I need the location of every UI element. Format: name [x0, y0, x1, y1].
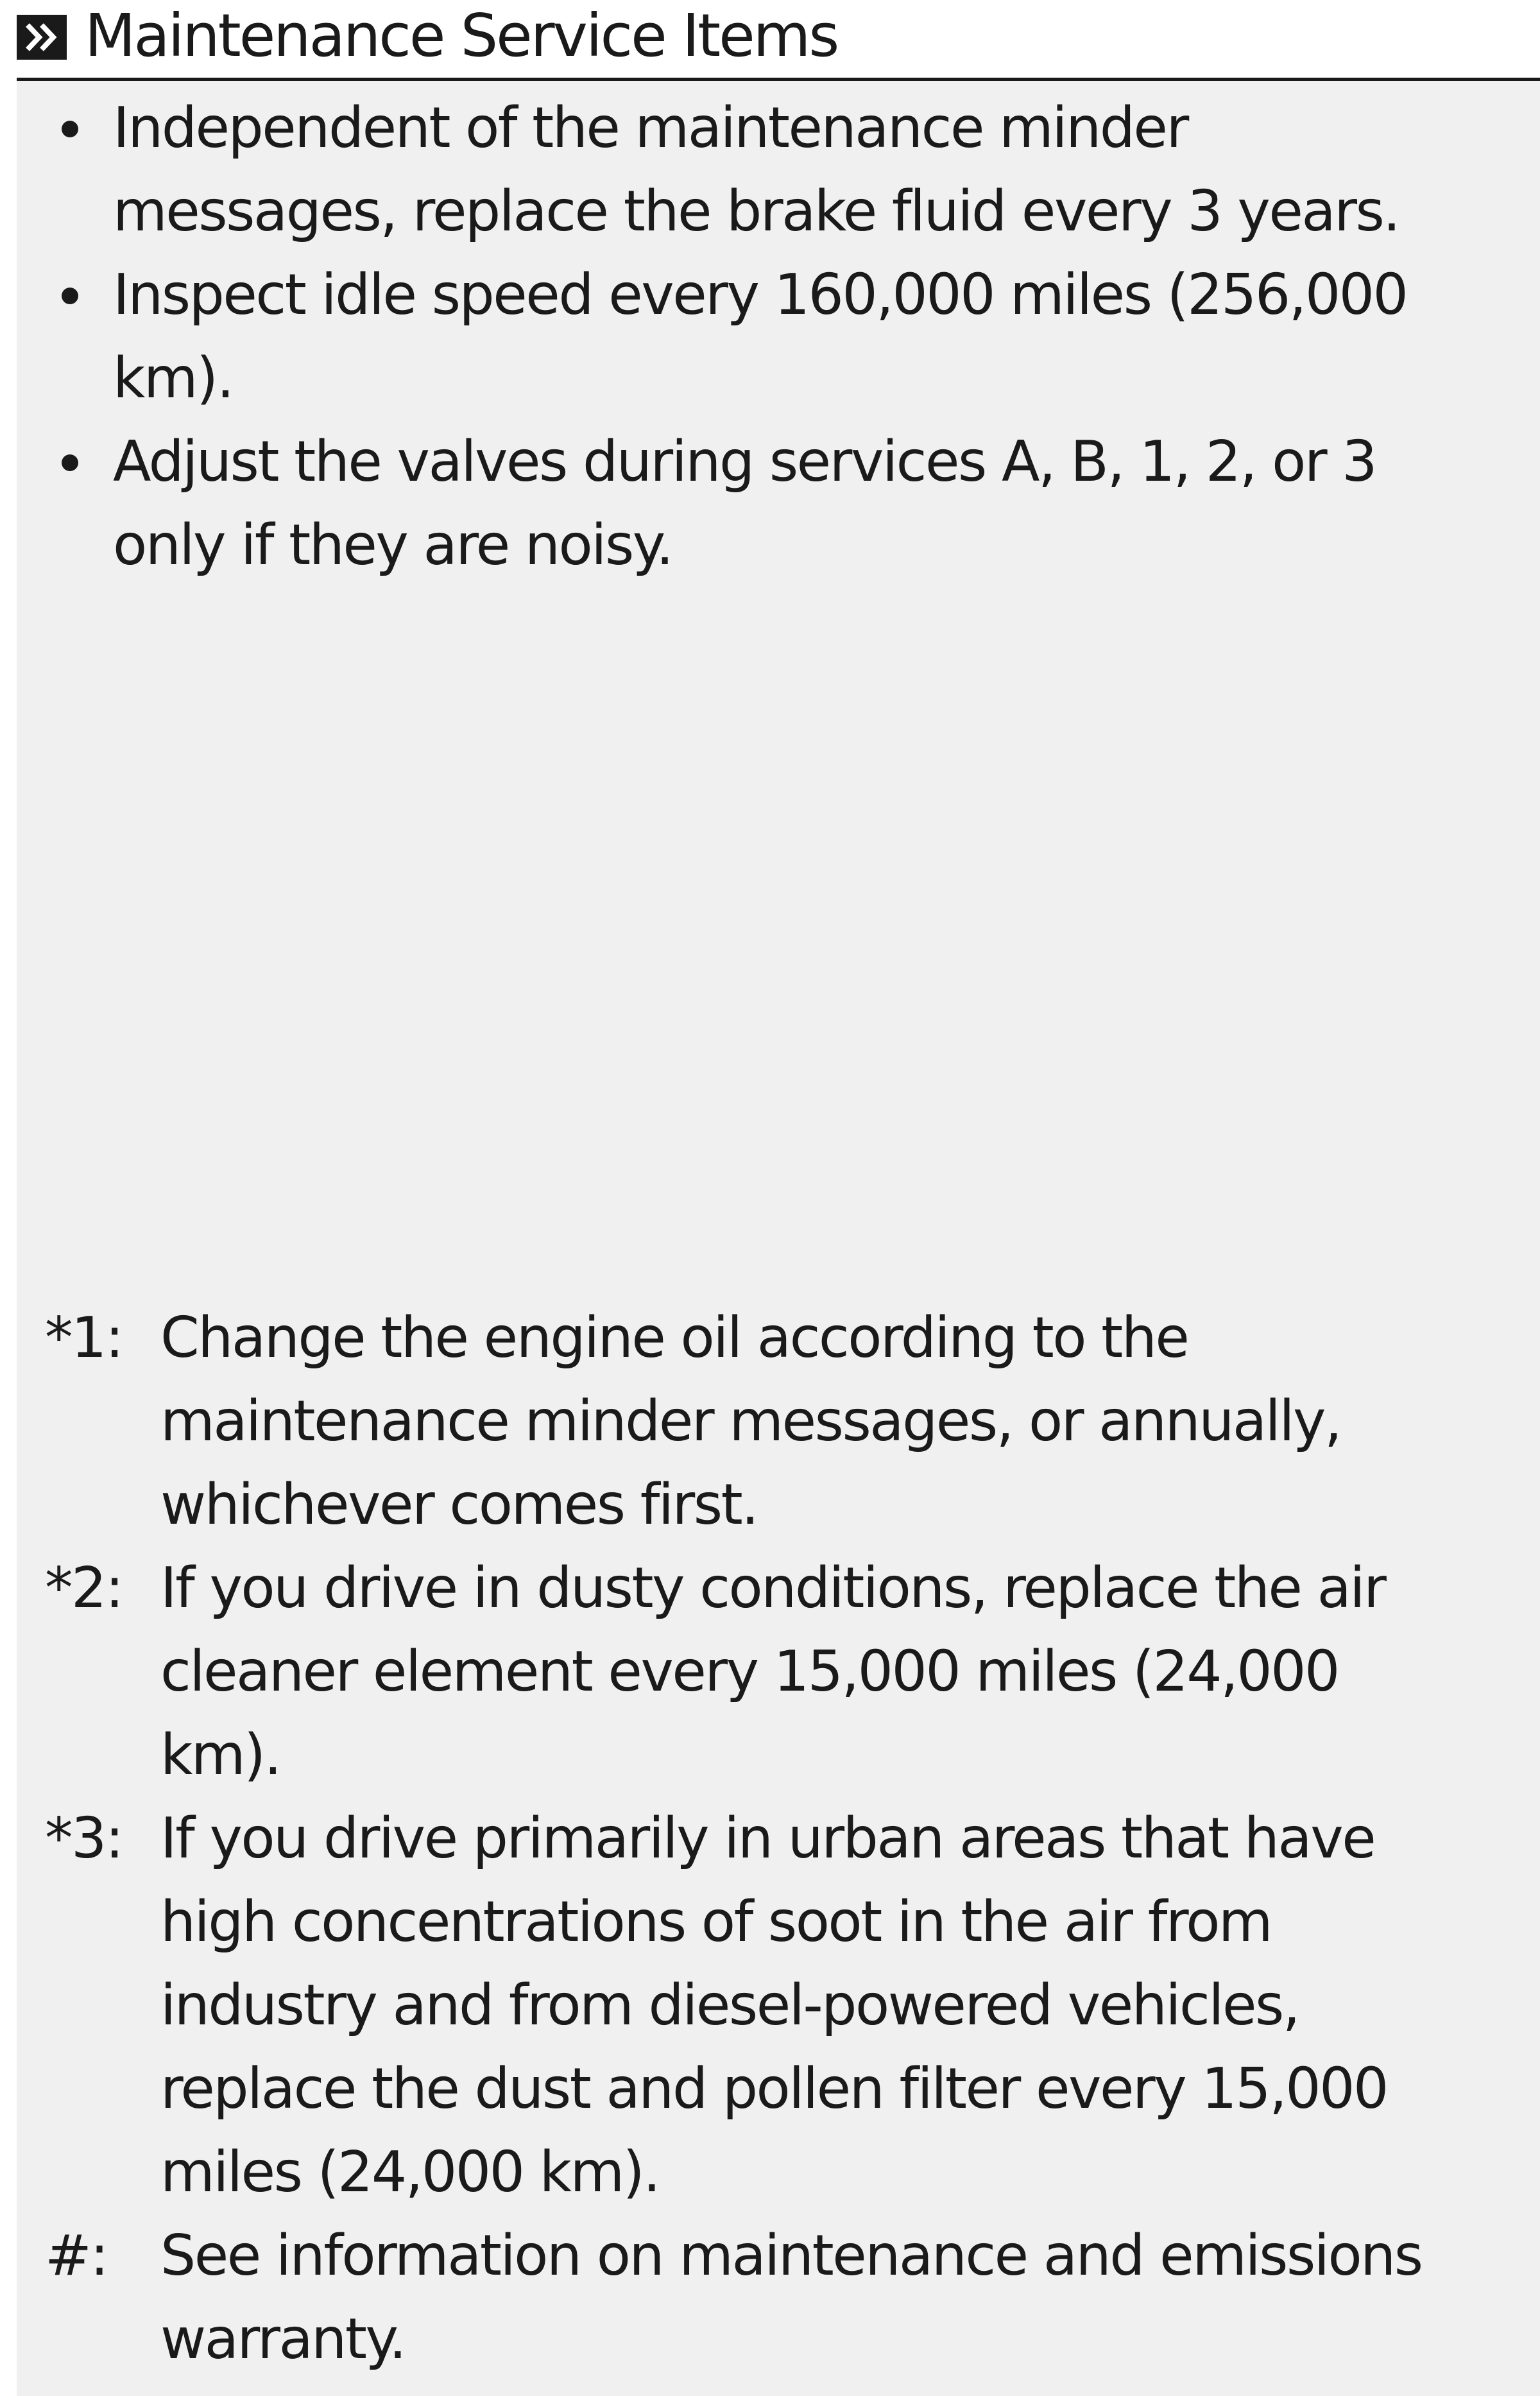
bullet-icon — [62, 454, 78, 471]
list-item-line: messages, replace the brake fluid every 3 years. — [113, 178, 1399, 244]
footnote-line: industry and from diesel-powered vehicles, — [160, 1972, 1299, 2038]
footnote-line: If you drive in dusty conditions, replace the air — [160, 1555, 1385, 1621]
footnote-line: warranty. — [160, 2306, 406, 2372]
list-item — [17, 420, 1540, 587]
footnote-line: miles (24,000 km). — [160, 2139, 660, 2205]
footnote-marker: *2: — [45, 1555, 123, 1621]
footnote-line: high concentrations of soot in the air from — [160, 1889, 1272, 1954]
footnote-line: whichever comes first. — [160, 1472, 758, 1537]
footnote-line: Change the engine oil according to the — [160, 1305, 1188, 1370]
footnote-marker: #: — [45, 2223, 108, 2288]
footnote-line: replace the dust and pollen filter every 15,000 — [160, 2056, 1387, 2121]
list-item-line: Adjust the valves during services A, B, 1, 2, or 3 — [113, 429, 1376, 494]
footnote-line: cleaner element every 15,000 miles (24,000 — [160, 1639, 1339, 1704]
bullet-list — [17, 86, 1540, 587]
footnote-line: km). — [160, 1722, 280, 1788]
bullet-icon — [62, 288, 78, 304]
footnote-marker: *1: — [45, 1305, 123, 1370]
footnote-line: If you drive primarily in urban areas that have — [160, 1806, 1375, 1871]
double-chevron-right-icon — [17, 15, 67, 60]
footnote-line: See information on maintenance and emissions — [160, 2223, 1422, 2288]
section-header — [17, 0, 1540, 81]
list-item-line: Inspect idle speed every 160,000 miles (256,000 — [113, 262, 1407, 327]
bullet-icon — [62, 121, 78, 137]
section-title: Maintenance Service Items — [85, 1, 838, 70]
list-item-line: only if they are noisy. — [113, 512, 672, 578]
footnote — [17, 1546, 1540, 1797]
list-item-line: Independent of the maintenance minder — [113, 95, 1188, 160]
list-item-line: km). — [113, 345, 233, 411]
list-item — [17, 86, 1540, 253]
footnote — [17, 2214, 1540, 2381]
footnotes — [17, 1296, 1540, 2381]
footnote-line: maintenance minder messages, or annually, — [160, 1388, 1341, 1454]
content-panel — [17, 81, 1540, 2396]
footnote-marker: *3: — [45, 1806, 123, 1871]
list-item — [17, 253, 1540, 420]
footnote — [17, 1296, 1540, 1546]
footnote — [17, 1797, 1540, 2214]
